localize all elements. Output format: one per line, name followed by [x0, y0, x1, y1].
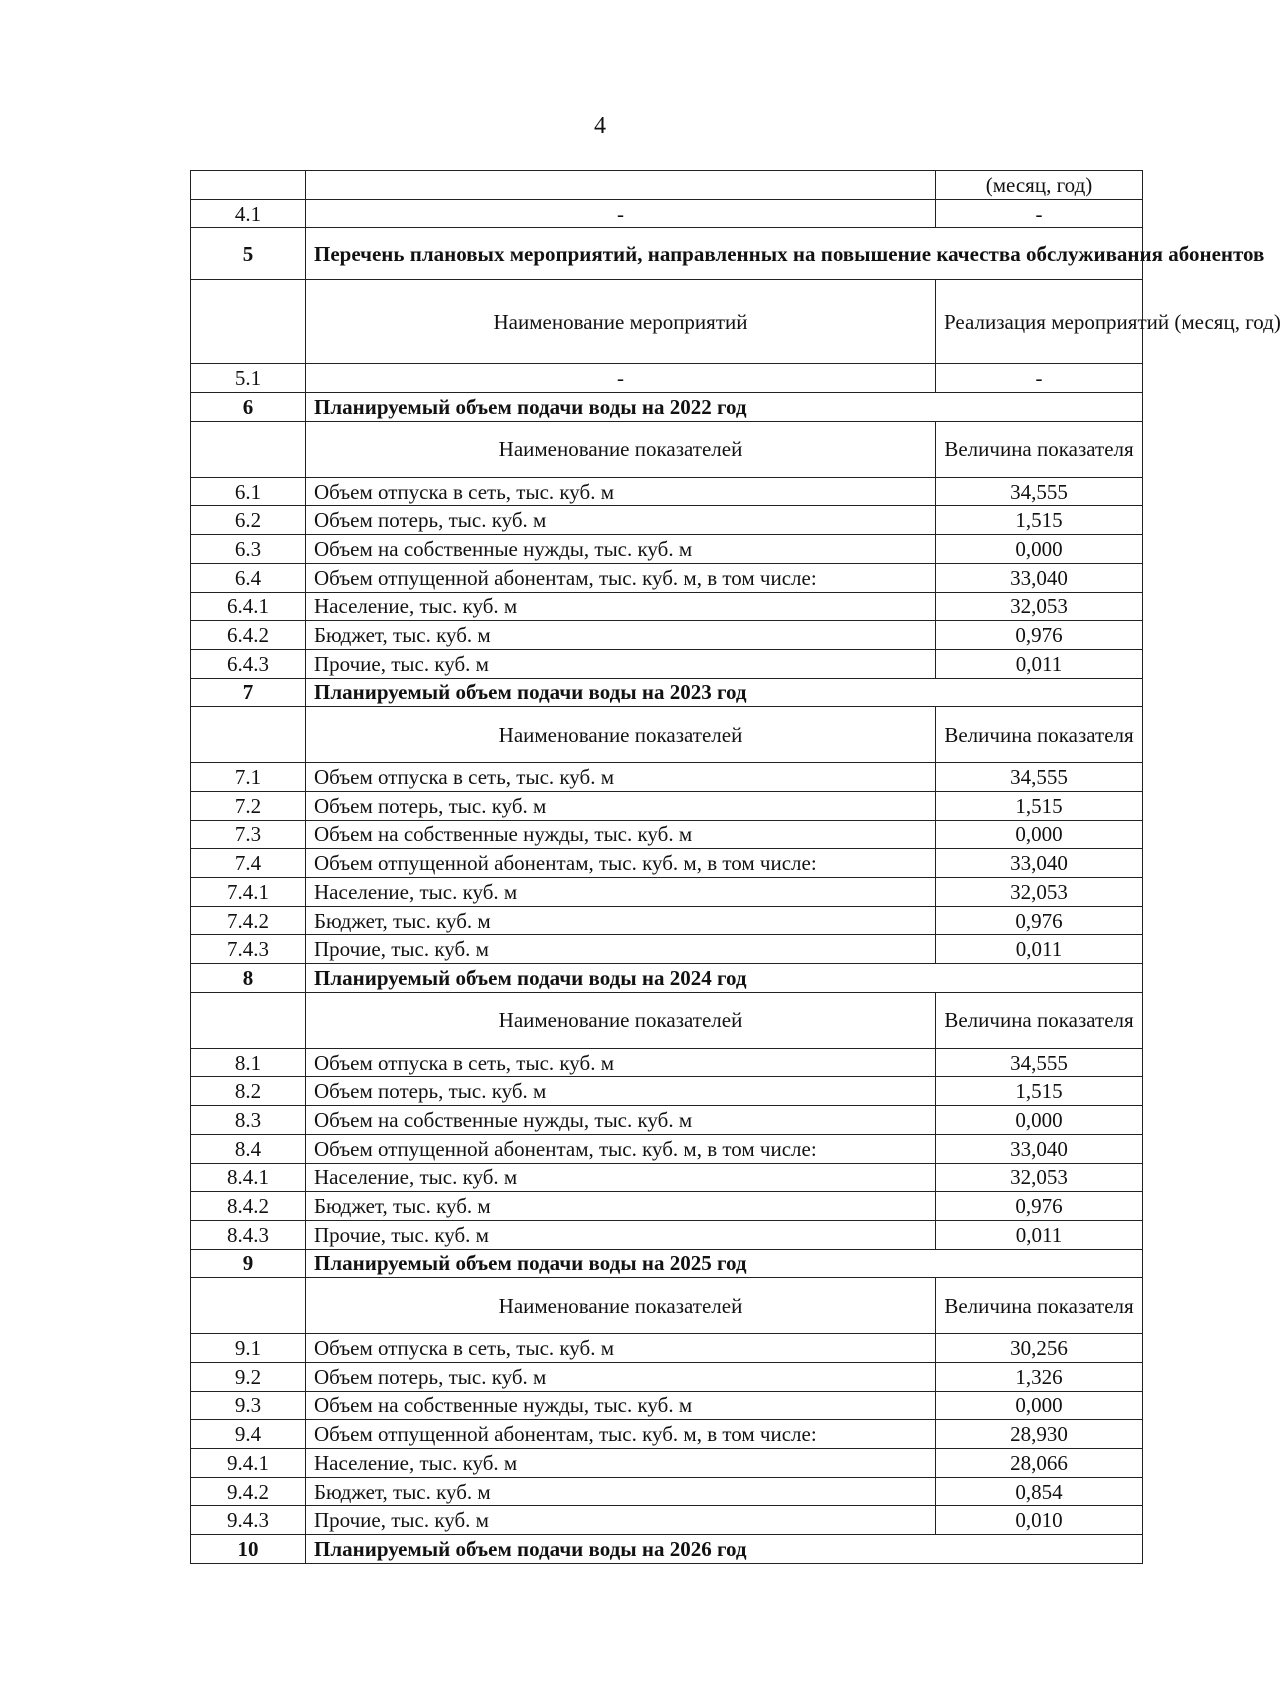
section-title-row — [191, 964, 1143, 993]
row-number: 6.2 — [191, 506, 306, 535]
row-name: Бюджет, тыс. куб. м — [306, 1477, 936, 1506]
row-number: 9.1 — [191, 1334, 306, 1363]
section-number: 5 — [191, 228, 306, 280]
row-name: Население, тыс. куб. м — [306, 1163, 936, 1192]
row-value: 0,000 — [936, 1106, 1143, 1135]
row-name: Объем отпуска в сеть, тыс. куб. м — [306, 1048, 936, 1077]
row-number: 6.4.3 — [191, 649, 306, 678]
table-row — [191, 849, 1143, 878]
row-number: 8.4.2 — [191, 1192, 306, 1221]
row-value: 33,040 — [936, 1134, 1143, 1163]
row-value: 1,515 — [936, 1077, 1143, 1106]
row-number: 8.2 — [191, 1077, 306, 1106]
section-title-row — [191, 393, 1143, 422]
table-cell-num — [191, 992, 306, 1048]
row-value: 32,053 — [936, 592, 1143, 621]
row-number: 9.4.3 — [191, 1506, 306, 1535]
column-header-name: Наименование мероприятий — [306, 280, 936, 364]
row-value: 34,555 — [936, 1048, 1143, 1077]
row-number: 7.4.1 — [191, 878, 306, 907]
column-header-row — [191, 707, 1143, 763]
row-name: Объем отпущенной абонентам, тыс. куб. м, в том числе: — [306, 1420, 936, 1449]
row-value: 1,515 — [936, 506, 1143, 535]
column-header-value: Величина показателя — [936, 421, 1143, 477]
table-cell-value: (месяц, год) — [936, 171, 1143, 200]
table-row — [191, 1077, 1143, 1106]
row-value: 0,976 — [936, 621, 1143, 650]
row-name: Население, тыс. куб. м — [306, 878, 936, 907]
column-header-name: Наименование показателей — [306, 421, 936, 477]
row-value: 28,930 — [936, 1420, 1143, 1449]
table-row — [191, 1220, 1143, 1249]
row-value: 34,555 — [936, 763, 1143, 792]
row-name: Население, тыс. куб. м — [306, 592, 936, 621]
table-row — [191, 906, 1143, 935]
section-number: 10 — [191, 1535, 306, 1564]
table-cell-name — [306, 171, 936, 200]
table-cell-num — [191, 171, 306, 200]
row-number: 7.4.3 — [191, 935, 306, 964]
row-name: Объем на собственные нужды, тыс. куб. м — [306, 1106, 936, 1135]
row-number: 4.1 — [191, 199, 306, 228]
row-number: 8.4 — [191, 1134, 306, 1163]
row-value: 34,555 — [936, 477, 1143, 506]
table-row — [191, 1106, 1143, 1135]
row-number: 9.4 — [191, 1420, 306, 1449]
row-name: - — [306, 364, 936, 393]
row-value: 0,976 — [936, 906, 1143, 935]
column-header-value: Реализация мероприятий (месяц, год) — [936, 280, 1143, 364]
row-name: Прочие, тыс. куб. м — [306, 1220, 936, 1249]
row-number: 8.4.1 — [191, 1163, 306, 1192]
column-header-value: Величина показателя — [936, 707, 1143, 763]
row-name: Бюджет, тыс. куб. м — [306, 906, 936, 935]
row-value: 0,000 — [936, 535, 1143, 564]
water-supply-table — [190, 170, 1281, 1564]
row-number: 9.3 — [191, 1391, 306, 1420]
row-number: 7.3 — [191, 820, 306, 849]
table-row — [191, 364, 1143, 393]
row-value: 0,854 — [936, 1477, 1143, 1506]
row-name: Объем на собственные нужды, тыс. куб. м — [306, 535, 936, 564]
row-name: Объем отпущенной абонентам, тыс. куб. м, в том числе: — [306, 1134, 936, 1163]
row-number: 8.4.3 — [191, 1220, 306, 1249]
row-value: 0,010 — [936, 1506, 1143, 1535]
page-number: 4 — [594, 113, 606, 139]
table-cell-num — [191, 280, 306, 364]
row-value: 33,040 — [936, 849, 1143, 878]
table-row — [191, 1134, 1143, 1163]
table-row — [191, 1449, 1143, 1478]
row-value: - — [936, 199, 1143, 228]
section-title: Планируемый объем подачи воды на 2025 год — [306, 1249, 1143, 1278]
row-name: Бюджет, тыс. куб. м — [306, 1192, 936, 1221]
table-row — [191, 477, 1143, 506]
row-number: 7.4.2 — [191, 906, 306, 935]
row-number: 6.3 — [191, 535, 306, 564]
section-title-row — [191, 678, 1143, 707]
table-row — [191, 935, 1143, 964]
row-name: Объем отпуска в сеть, тыс. куб. м — [306, 763, 936, 792]
table-row — [191, 592, 1143, 621]
row-name: Бюджет, тыс. куб. м — [306, 621, 936, 650]
row-name: Объем отпущенной абонентам, тыс. куб. м, в том числе: — [306, 563, 936, 592]
table-row — [191, 1048, 1143, 1077]
row-name: Объем потерь, тыс. куб. м — [306, 1362, 936, 1391]
row-number: 9.2 — [191, 1362, 306, 1391]
row-number: 9.4.2 — [191, 1477, 306, 1506]
column-header-row — [191, 992, 1143, 1048]
row-number: 5.1 — [191, 364, 306, 393]
table-row — [191, 1163, 1143, 1192]
row-name: Объем отпуска в сеть, тыс. куб. м — [306, 477, 936, 506]
row-value: 0,000 — [936, 1391, 1143, 1420]
column-header-value: Величина показателя — [936, 1278, 1143, 1334]
row-number: 9.4.1 — [191, 1449, 306, 1478]
table-row-header-continued — [191, 171, 1143, 200]
row-name: Прочие, тыс. куб. м — [306, 1506, 936, 1535]
column-header-row — [191, 421, 1143, 477]
row-value: 0,000 — [936, 820, 1143, 849]
table-row — [191, 1362, 1143, 1391]
column-header-name: Наименование показателей — [306, 707, 936, 763]
table-cell-num — [191, 707, 306, 763]
row-name: Объем потерь, тыс. куб. м — [306, 1077, 936, 1106]
table-row — [191, 621, 1143, 650]
table-row — [191, 820, 1143, 849]
row-value: 0,011 — [936, 935, 1143, 964]
table-row — [191, 1192, 1143, 1221]
table-row — [191, 535, 1143, 564]
table-row — [191, 878, 1143, 907]
section-number: 7 — [191, 678, 306, 707]
section-title: Планируемый объем подачи воды на 2024 год — [306, 964, 1143, 993]
column-header-row — [191, 1278, 1143, 1334]
row-number: 6.1 — [191, 477, 306, 506]
row-name: Объем на собственные нужды, тыс. куб. м — [306, 820, 936, 849]
table-row — [191, 763, 1143, 792]
table-body — [191, 171, 1281, 1564]
row-value: 0,011 — [936, 649, 1143, 678]
row-name: Объем потерь, тыс. куб. м — [306, 791, 936, 820]
table-row — [191, 791, 1143, 820]
table-row — [191, 1420, 1143, 1449]
table-cell-num — [191, 421, 306, 477]
section-title-row — [191, 228, 1143, 280]
row-value: 0,976 — [936, 1192, 1143, 1221]
section-title: Планируемый объем подачи воды на 2023 год — [306, 678, 1143, 707]
row-value: 32,053 — [936, 1163, 1143, 1192]
row-number: 8.3 — [191, 1106, 306, 1135]
row-name: - — [306, 199, 936, 228]
row-value: 1,326 — [936, 1362, 1143, 1391]
section-number: 8 — [191, 964, 306, 993]
column-header-name: Наименование показателей — [306, 992, 936, 1048]
table-row — [191, 649, 1143, 678]
row-number: 8.1 — [191, 1048, 306, 1077]
row-value: 33,040 — [936, 563, 1143, 592]
section-title: Планируемый объем подачи воды на 2022 год — [306, 393, 1143, 422]
row-value: 28,066 — [936, 1449, 1143, 1478]
row-number: 7.1 — [191, 763, 306, 792]
table-cell-num — [191, 1278, 306, 1334]
row-number: 7.2 — [191, 791, 306, 820]
section-title: Перечень плановых мероприятий, направленных на повышение качества обслуживания абонентов — [306, 228, 1143, 280]
row-number: 6.4.1 — [191, 592, 306, 621]
row-value: 32,053 — [936, 878, 1143, 907]
row-name: Объем отпуска в сеть, тыс. куб. м — [306, 1334, 936, 1363]
section-title: Планируемый объем подачи воды на 2026 год — [306, 1535, 1143, 1564]
section-number: 6 — [191, 393, 306, 422]
row-name: Объем на собственные нужды, тыс. куб. м — [306, 1391, 936, 1420]
row-value: 30,256 — [936, 1334, 1143, 1363]
table-row — [191, 199, 1143, 228]
section-title-row — [191, 1535, 1143, 1564]
table-row — [191, 1334, 1143, 1363]
table-row — [191, 1477, 1143, 1506]
section-title-row — [191, 1249, 1143, 1278]
row-number: 7.4 — [191, 849, 306, 878]
row-name: Прочие, тыс. куб. м — [306, 649, 936, 678]
row-value: - — [936, 364, 1143, 393]
row-name: Объем отпущенной абонентам, тыс. куб. м, в том числе: — [306, 849, 936, 878]
row-name: Прочие, тыс. куб. м — [306, 935, 936, 964]
row-number: 6.4 — [191, 563, 306, 592]
table-row — [191, 1391, 1143, 1420]
row-name: Население, тыс. куб. м — [306, 1449, 936, 1478]
table-row — [191, 1506, 1143, 1535]
row-value: 1,515 — [936, 791, 1143, 820]
row-name: Объем потерь, тыс. куб. м — [306, 506, 936, 535]
column-header-value: Величина показателя — [936, 992, 1143, 1048]
row-value: 0,011 — [936, 1220, 1143, 1249]
table-row — [191, 506, 1143, 535]
row-number: 6.4.2 — [191, 621, 306, 650]
section-number: 9 — [191, 1249, 306, 1278]
column-header-name: Наименование показателей — [306, 1278, 936, 1334]
column-header-row — [191, 280, 1143, 364]
table-row — [191, 563, 1143, 592]
